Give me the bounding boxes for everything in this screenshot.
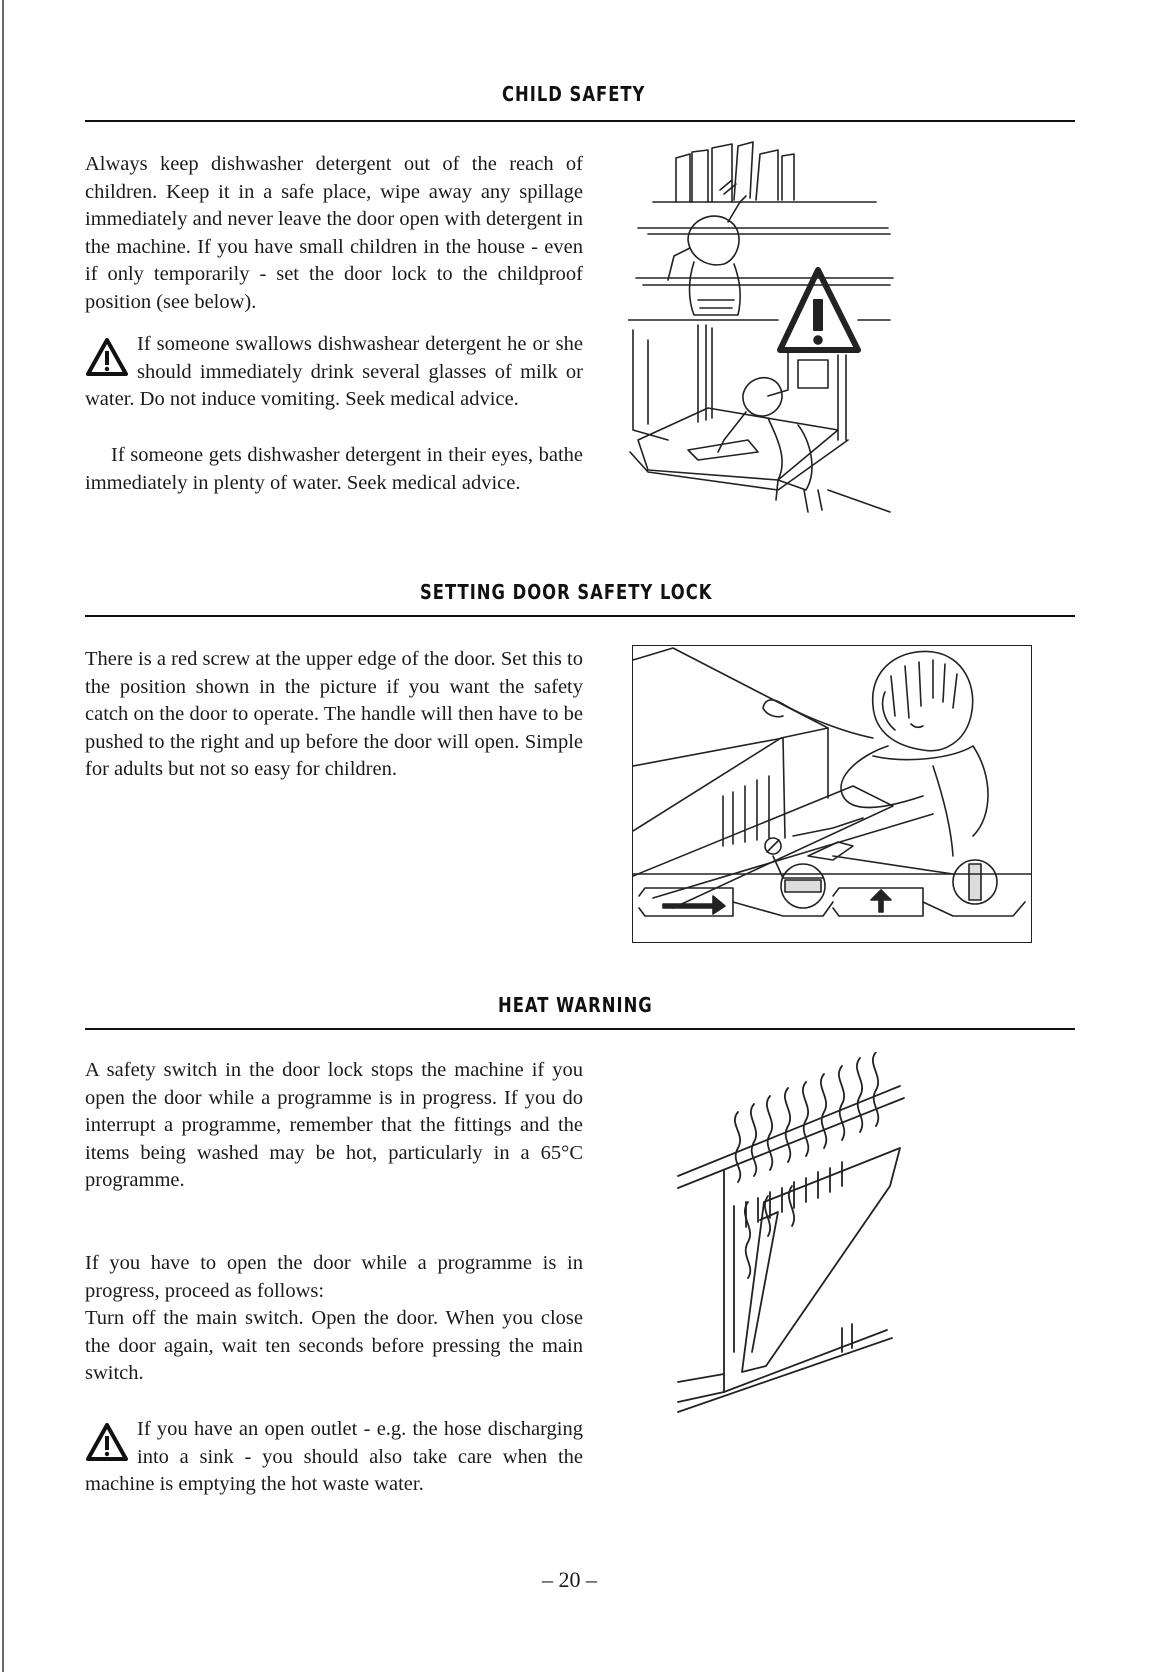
divider-child-safety: [85, 120, 1075, 122]
door-lock-illustration: [632, 645, 1032, 943]
page-number: – 20 –: [542, 1567, 597, 1592]
scan-edge: [2, 0, 4, 1672]
warning-triangle-icon: [85, 337, 129, 377]
heading-heat-warning: HEAT WARNING: [498, 993, 653, 1017]
heading-door-safety-lock: SETTING DOOR SAFETY LOCK: [420, 580, 713, 604]
heat-warning-paragraph-1: A safety switch in the door lock stops the machine if you open the door while a programme is in progress. If you do interrupt a programme, remember that the fittings and the items being washed may be hot, particularly in a 65°C programme.: [85, 1059, 583, 1191]
heat-warning-paragraph-2: If you have to open the door while a programme is in progress, proceed as follows:: [85, 1252, 583, 1302]
heat-warning-warning: [85, 1416, 583, 1499]
divider-door-safety-lock: [85, 615, 1075, 617]
child-safety-warning-text: If someone swallows dishwashear detergent he or she should immediately drink several glasses of milk or water. Do not induce vomiting. Seek medical advice.: [85, 333, 583, 410]
heading-child-safety: CHILD SAFETY: [502, 82, 646, 106]
door-lock-paragraph-1: There is a red screw at the upper edge of the door. Set this to the position shown in the picture if you want the safety catch on the door to operate. The handle will then have to be pushed to the right and up before the door will open. Simple for adults but not so easy for children.: [85, 648, 583, 780]
child-safety-paragraph-1: Always keep dishwasher detergent out of the reach of children. Keep it in a safe place, wipe away any spillage immediately and never leave the door open with detergent in the machine. If you have small children in the house - even if only temporarily - set the door lock to the childproof position (see below).: [85, 153, 583, 313]
heat-warning-paragraph-3: Turn off the main switch. Open the door. When you close the door again, wait ten seconds before pressing the main switch.: [85, 1307, 583, 1384]
heat-warning-illustration: [672, 1052, 932, 1422]
heat-warning-warning-text: If you have an open outlet - e.g. the hose discharging into a sink - you should also take care when the machine is emptying the hot waste water.: [85, 1418, 583, 1495]
divider-heat-warning: [85, 1028, 1075, 1030]
child-safety-paragraph-2: If someone gets dishwasher detergent in their eyes, bathe immediately in plenty of water. Seek medical advice.: [85, 444, 583, 494]
child-safety-warning: [85, 331, 583, 414]
warning-triangle-icon: [85, 1422, 129, 1462]
child-safety-illustration: [628, 140, 898, 540]
